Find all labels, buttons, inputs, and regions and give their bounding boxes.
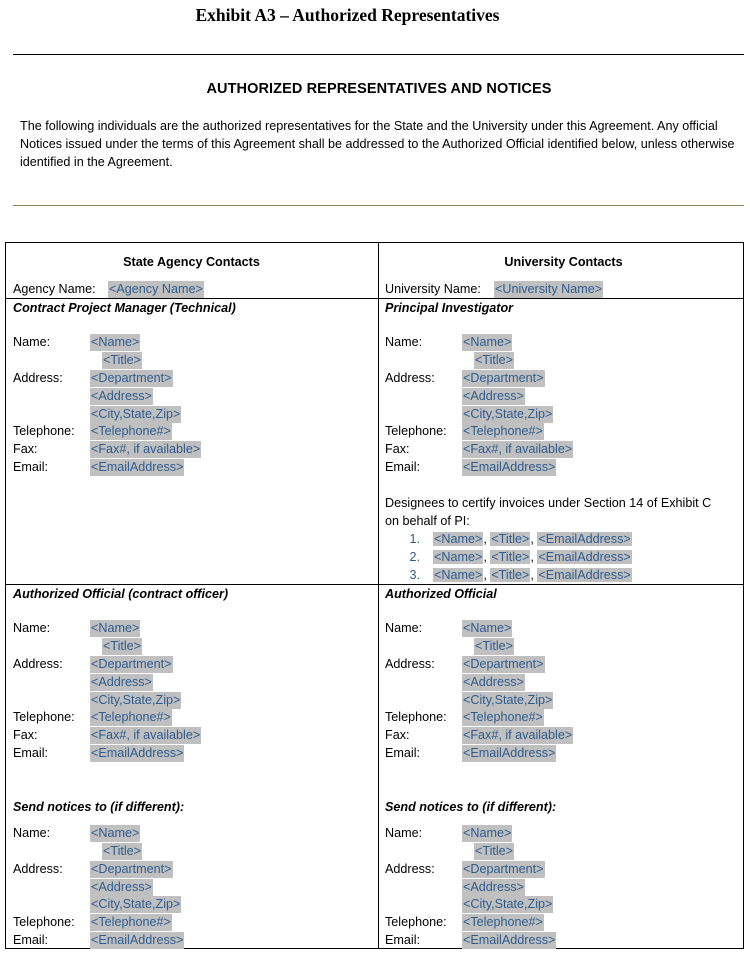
left-pm-fax-label: Fax: [13, 442, 38, 456]
right-ao-department-field[interactable]: <Department> [463, 657, 544, 671]
column-divider [378, 243, 379, 948]
left-sn-address-field[interactable]: <Address> [91, 880, 152, 894]
left-sn-address-label: Address: [13, 862, 63, 876]
right-ao-title-field[interactable]: <Title> [475, 639, 514, 653]
right-sn-title-field[interactable]: <Title> [475, 844, 514, 858]
left-ao-address-field[interactable]: <Address> [91, 675, 152, 689]
right-sn-telephone-label: Telephone: [385, 915, 447, 929]
left-sn-title-field[interactable]: <Title> [103, 844, 142, 858]
left-sn-city-field[interactable]: <City,State,Zip> [91, 897, 181, 911]
right-pi-fax-field[interactable]: <Fax#, if available> [463, 442, 573, 456]
designee-1-name-field[interactable]: <Name> [434, 532, 483, 546]
contacts-table [5, 242, 744, 949]
left-pm-email-label: Email: [13, 460, 48, 474]
left-sn-name-field[interactable]: <Name> [91, 826, 140, 840]
state-agency-header: State Agency Contacts [123, 255, 260, 269]
left-ao-name-field[interactable]: <Name> [91, 621, 140, 635]
left-pm-fax-field[interactable]: <Fax#, if available> [91, 442, 201, 456]
left-pm-department-field[interactable]: <Department> [91, 371, 172, 385]
section-heading: AUTHORIZED REPRESENTATIVES AND NOTICES [206, 81, 552, 97]
right-pi-email-field[interactable]: <EmailAddress> [463, 460, 556, 474]
left-sn-email-label: Email: [13, 933, 48, 947]
designee-number: 1. [409, 532, 420, 546]
left-section-authorized-official: Authorized Official (contract officer) [13, 587, 229, 601]
right-ao-address-field[interactable]: <Address> [463, 675, 524, 689]
right-sn-name-label: Name: [385, 826, 423, 840]
designee-row-2 [433, 549, 632, 566]
designee-3-title-field[interactable]: <Title> [491, 568, 530, 582]
agency-name-label: Agency Name: [13, 282, 96, 296]
right-pi-telephone-label: Telephone: [385, 424, 447, 438]
right-section-authorized-official: Authorized Official [385, 587, 497, 601]
left-pm-name-label: Name: [13, 335, 51, 349]
university-name-field[interactable]: <University Name> [495, 282, 603, 296]
left-pm-address-field[interactable]: <Address> [91, 389, 152, 403]
designee-number: 3. [409, 568, 420, 582]
top-rule [13, 54, 744, 55]
left-pm-name-field[interactable]: <Name> [91, 335, 140, 349]
comma: , [483, 532, 487, 546]
right-pi-name-field[interactable]: <Name> [463, 335, 512, 349]
mid-rule [13, 205, 744, 206]
designee-number: 2. [409, 550, 420, 564]
comma: , [483, 568, 487, 582]
right-pi-telephone-field[interactable]: <Telephone#> [463, 424, 543, 438]
right-pi-title-field[interactable]: <Title> [475, 353, 514, 367]
right-sn-name-field[interactable]: <Name> [463, 826, 512, 840]
right-pi-fax-label: Fax: [385, 442, 410, 456]
right-pi-address-field[interactable]: <Address> [463, 389, 524, 403]
right-section-principal-investigator: Principal Investigator [385, 301, 514, 315]
right-ao-name-label: Name: [385, 621, 423, 635]
designee-row-1 [433, 531, 632, 548]
left-sn-email-field[interactable]: <EmailAddress> [91, 933, 184, 947]
right-ao-address-label: Address: [385, 657, 435, 671]
comma: , [530, 550, 534, 564]
left-ao-telephone-label: Telephone: [13, 710, 75, 724]
left-sn-telephone-label: Telephone: [13, 915, 75, 929]
left-pm-city-field[interactable]: <City,State,Zip> [91, 407, 181, 421]
left-section-project-manager: Contract Project Manager (Technical) [13, 301, 236, 315]
row-divider-2 [6, 584, 743, 585]
designee-2-name-field[interactable]: <Name> [434, 550, 483, 564]
designee-1-title-field[interactable]: <Title> [491, 532, 530, 546]
comma: , [483, 550, 487, 564]
right-sn-address-label: Address: [385, 862, 435, 876]
left-sn-name-label: Name: [13, 826, 51, 840]
left-ao-city-field[interactable]: <City,State,Zip> [91, 693, 181, 707]
designee-2-email-field[interactable]: <EmailAddress> [538, 550, 631, 564]
right-sn-email-label: Email: [385, 933, 420, 947]
intro-paragraph: The following individuals are the authorized representatives for the State and the University under this Agreement. Any official Notices issued under the terms of this Agreement shall be addressed to the Authorized Official identified below, unless otherwise identified in the Agreement. [20, 119, 735, 169]
left-sn-telephone-field[interactable]: <Telephone#> [91, 915, 171, 929]
right-pi-address-label: Address: [385, 371, 435, 385]
left-ao-fax-field[interactable]: <Fax#, if available> [91, 728, 201, 742]
right-sn-telephone-field[interactable]: <Telephone#> [463, 915, 543, 929]
designee-3-email-field[interactable]: <EmailAddress> [538, 568, 631, 582]
right-sn-department-field[interactable]: <Department> [463, 862, 544, 876]
left-pm-email-field[interactable]: <EmailAddress> [91, 460, 184, 474]
designee-3-name-field[interactable]: <Name> [434, 568, 483, 582]
right-pi-city-field[interactable]: <City,State,Zip> [463, 407, 553, 421]
left-section-send-notices: Send notices to (if different): [13, 800, 185, 814]
right-sn-address-field[interactable]: <Address> [463, 880, 524, 894]
left-pm-title-field[interactable]: <Title> [103, 353, 142, 367]
comma: , [530, 568, 534, 582]
right-sn-city-field[interactable]: <City,State,Zip> [463, 897, 553, 911]
row-divider-1 [6, 298, 743, 299]
right-section-send-notices: Send notices to (if different): [385, 800, 557, 814]
right-pi-name-label: Name: [385, 335, 423, 349]
designees-text-line2: on behalf of PI: [385, 514, 470, 528]
right-pi-department-field[interactable]: <Department> [463, 371, 544, 385]
left-pm-telephone-field[interactable]: <Telephone#> [91, 424, 171, 438]
right-ao-telephone-label: Telephone: [385, 710, 447, 724]
right-ao-email-label: Email: [385, 746, 420, 760]
right-ao-fax-label: Fax: [385, 728, 410, 742]
designee-2-title-field[interactable]: <Title> [491, 550, 530, 564]
exhibit-title: Exhibit A3 – Authorized Representatives [195, 5, 500, 25]
left-ao-email-field[interactable]: <EmailAddress> [91, 746, 184, 760]
left-ao-address-label: Address: [13, 657, 63, 671]
comma: , [530, 532, 534, 546]
left-ao-fax-label: Fax: [13, 728, 38, 742]
left-pm-address-label: Address: [13, 371, 63, 385]
left-ao-title-field[interactable]: <Title> [103, 639, 142, 653]
left-ao-department-field[interactable]: <Department> [91, 657, 172, 671]
left-ao-telephone-field[interactable]: <Telephone#> [91, 710, 171, 724]
right-sn-email-field[interactable]: <EmailAddress> [463, 933, 556, 947]
university-name-label: University Name: [385, 282, 481, 296]
left-ao-email-label: Email: [13, 746, 48, 760]
agency-name-field[interactable]: <Agency Name> [109, 282, 203, 296]
right-ao-city-field[interactable]: <City,State,Zip> [463, 693, 553, 707]
designee-row-3 [433, 567, 632, 584]
university-header: University Contacts [504, 255, 623, 269]
right-pi-email-label: Email: [385, 460, 420, 474]
left-sn-department-field[interactable]: <Department> [91, 862, 172, 876]
right-ao-fax-field[interactable]: <Fax#, if available> [463, 728, 573, 742]
designee-1-email-field[interactable]: <EmailAddress> [538, 532, 631, 546]
right-ao-name-field[interactable]: <Name> [463, 621, 512, 635]
right-ao-email-field[interactable]: <EmailAddress> [463, 746, 556, 760]
left-pm-telephone-label: Telephone: [13, 424, 75, 438]
designees-text-line1: Designees to certify invoices under Section 14 of Exhibit C [385, 496, 712, 510]
right-ao-telephone-field[interactable]: <Telephone#> [463, 710, 543, 724]
left-ao-name-label: Name: [13, 621, 51, 635]
